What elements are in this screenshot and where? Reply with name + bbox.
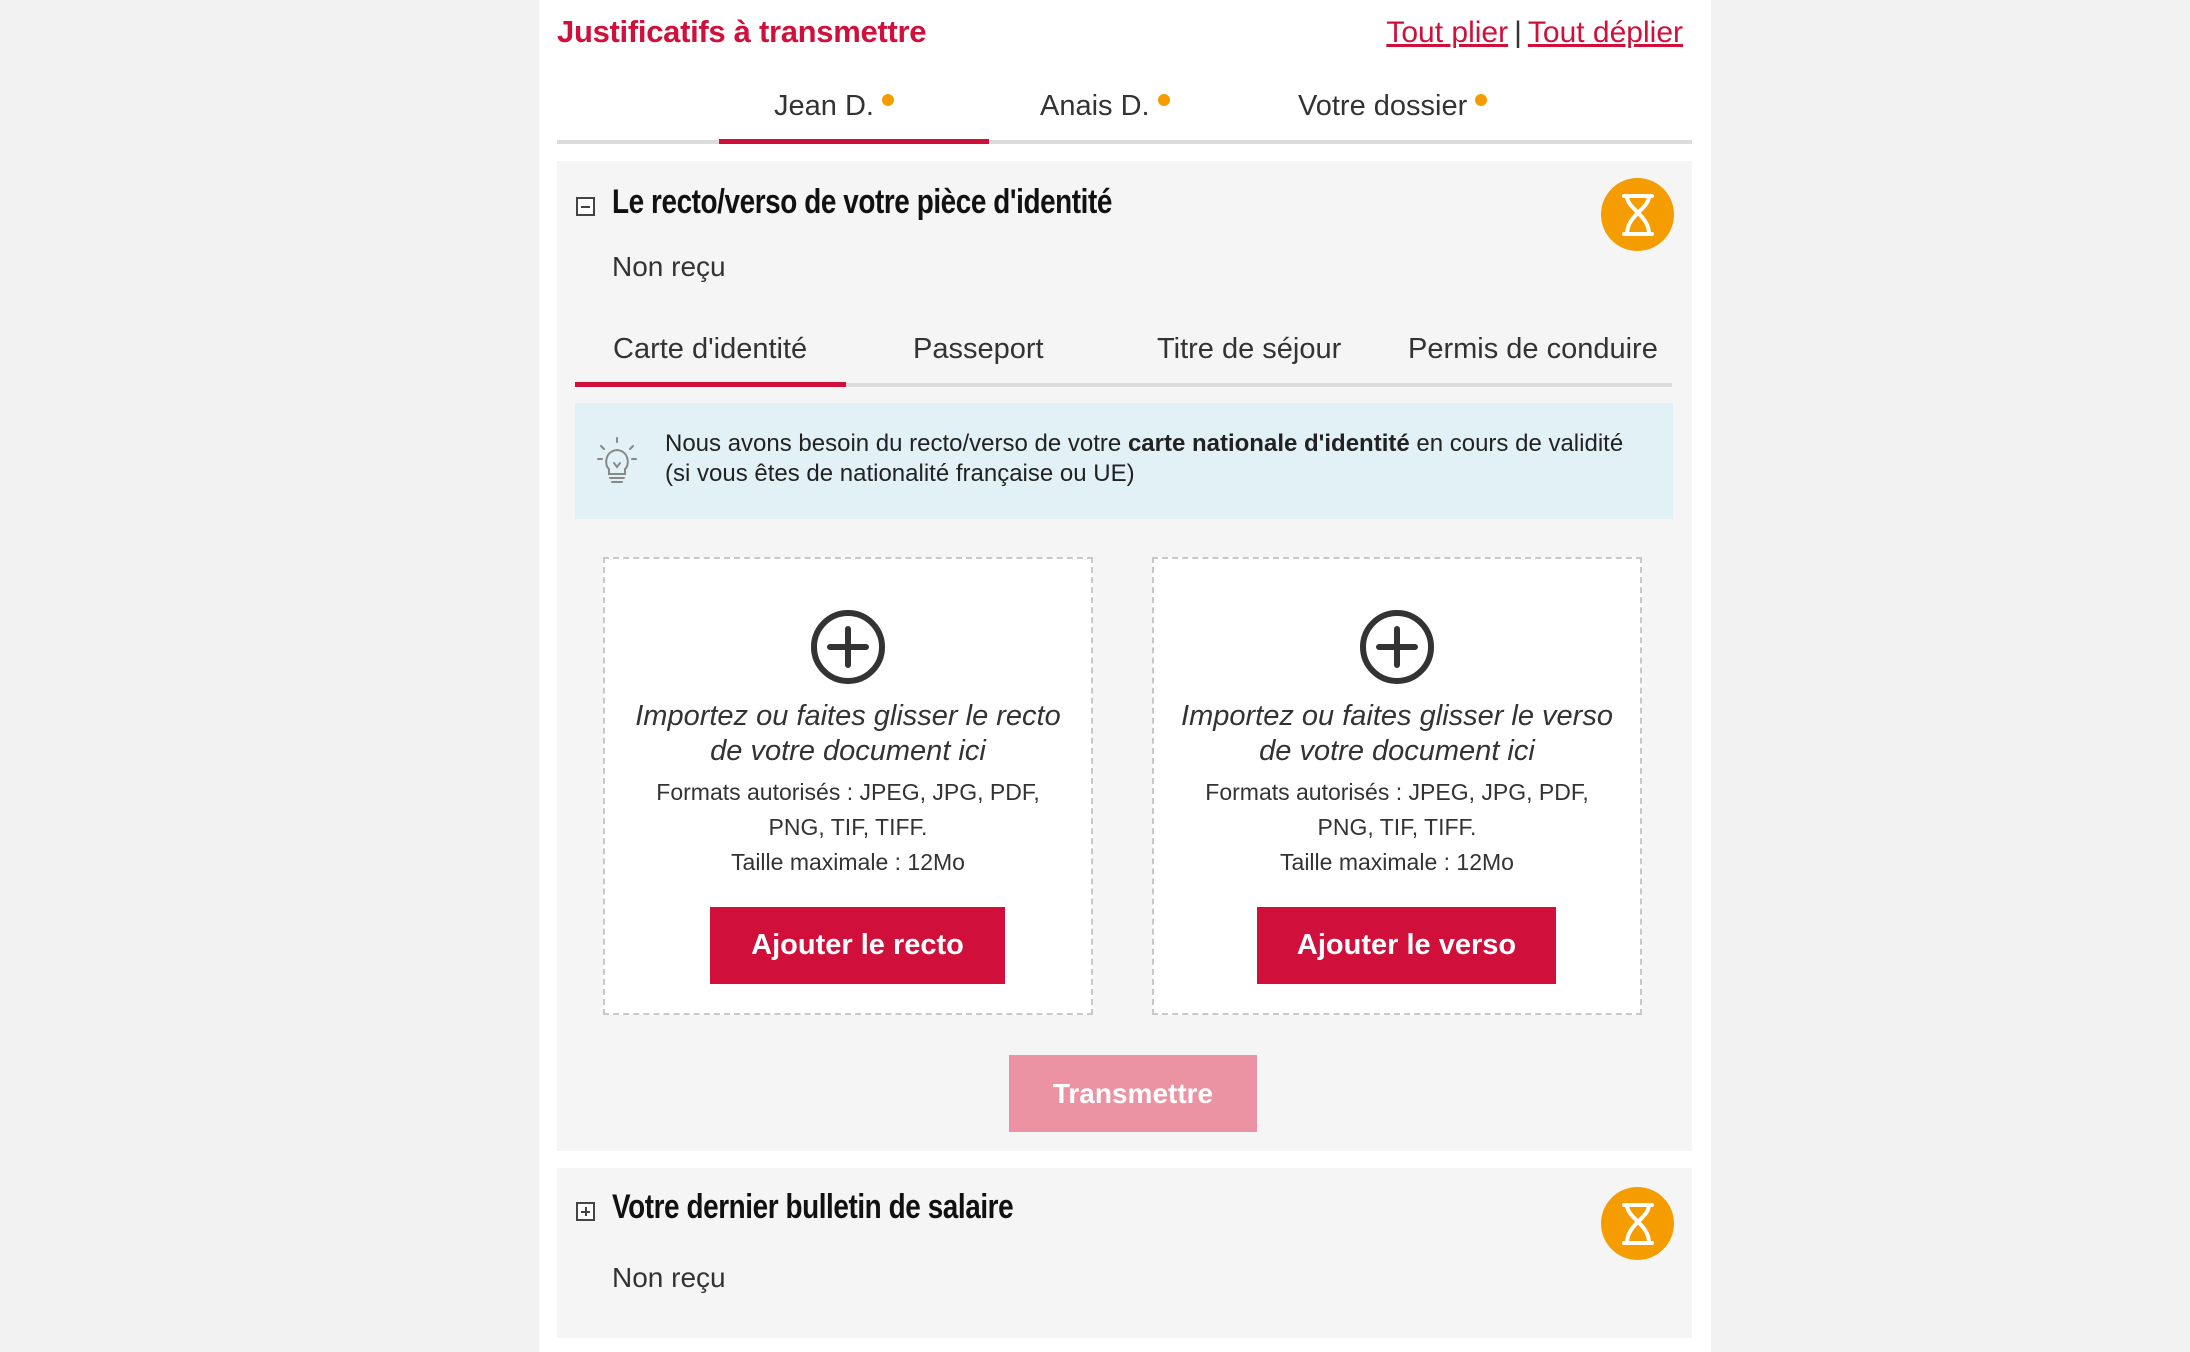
max-size: Taille maximale : 12Mo: [1280, 849, 1514, 875]
tab-passeport[interactable]: Passeport: [913, 333, 1044, 365]
add-recto-button[interactable]: Ajouter le recto: [710, 907, 1005, 984]
header-links: [1386, 16, 1683, 50]
dropzone-recto[interactable]: [603, 557, 1093, 1015]
page: [539, 0, 1711, 1352]
pending-dot-icon: [1475, 94, 1487, 106]
expand-toggle-icon[interactable]: [576, 1202, 595, 1221]
tab-label: Jean D.: [774, 90, 874, 122]
card-status: Non reçu: [612, 1262, 726, 1293]
document-type-tabs: [575, 321, 1672, 387]
collapse-toggle-icon[interactable]: [576, 197, 595, 216]
page-title: Justificatifs à transmettre: [557, 14, 927, 49]
document-card-payslip: [557, 1168, 1692, 1338]
card-status: Non reçu: [612, 251, 726, 282]
dropzone-instruction: Importez ou faites glisser le verso de votre document ici: [1181, 700, 1613, 767]
person-tabs: [557, 70, 1692, 144]
tab-person-jean[interactable]: [774, 90, 894, 123]
add-circle-icon[interactable]: [1359, 609, 1435, 690]
collapse-all-link[interactable]: Tout plier: [1386, 16, 1509, 49]
add-verso-button[interactable]: Ajouter le verso: [1257, 907, 1556, 984]
hourglass-icon: [1601, 178, 1674, 251]
info-box: [575, 403, 1673, 519]
document-card-identity: [557, 161, 1692, 1151]
link-separator: |: [1514, 16, 1522, 49]
allowed-formats: Formats autorisés : JPEG, JPG, PDF, PNG, TIF, TIFF.: [656, 779, 1040, 840]
pending-dot-icon: [882, 94, 894, 106]
pending-dot-icon: [1158, 94, 1170, 106]
expand-all-link[interactable]: Tout déplier: [1527, 16, 1683, 49]
hourglass-icon: [1601, 1187, 1674, 1260]
tab-label: Anais D.: [1040, 90, 1150, 122]
card-title[interactable]: Votre dernier bulletin de salaire: [612, 1188, 1014, 1226]
submit-button[interactable]: Transmettre: [1009, 1055, 1257, 1132]
allowed-formats: Formats autorisés : JPEG, JPG, PDF, PNG, TIF, TIFF.: [1205, 779, 1589, 840]
tab-label: Votre dossier: [1298, 90, 1468, 122]
lightbulb-icon: [597, 437, 637, 490]
active-tab-indicator: [575, 382, 846, 387]
active-tab-indicator: [719, 139, 989, 144]
tab-permis-de-conduire[interactable]: Permis de conduire: [1408, 333, 1658, 365]
tab-titre-de-sejour[interactable]: Titre de séjour: [1157, 333, 1342, 365]
dropzone-verso[interactable]: [1152, 557, 1642, 1015]
tab-person-anais[interactable]: [1040, 90, 1170, 123]
tab-votre-dossier[interactable]: [1298, 90, 1487, 123]
card-title[interactable]: Le recto/verso de votre pièce d'identité: [612, 183, 1112, 221]
dropzone-instruction: Importez ou faites glisser le recto de votre document ici: [635, 700, 1061, 767]
add-circle-icon[interactable]: [810, 609, 886, 690]
max-size: Taille maximale : 12Mo: [731, 849, 965, 875]
tab-carte-identite[interactable]: Carte d'identité: [613, 333, 808, 365]
info-text: Nous avons besoin du recto/verso de votre carte nationale d'identité en cours de validité (si vous êtes de nationalité française ou UE): [665, 430, 1624, 487]
